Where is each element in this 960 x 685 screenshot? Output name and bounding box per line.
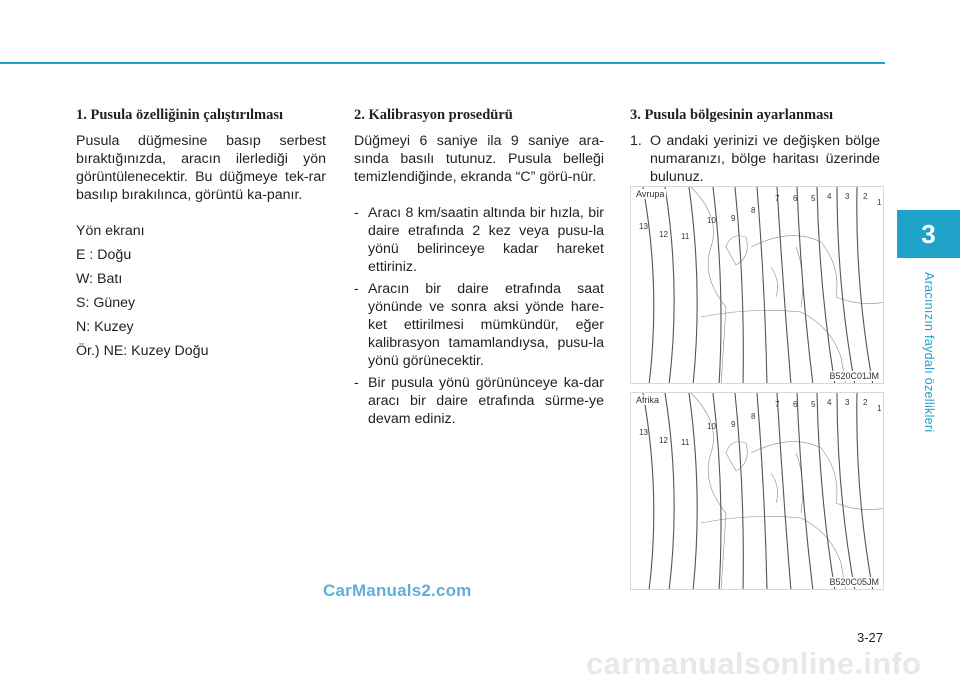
chapter-title: Aracınızın faydalı özellikleri [922, 272, 936, 433]
map-region-label: Avrupa [636, 189, 665, 199]
list-item-text: Aracın bir daire etrafında saat yönünde ve sonra aksi yönde hare-ket ettirilmesi mümkündür, eğer kalibrasyon tamamlandıysa, pusu-la yönü görünecektir. [368, 281, 604, 369]
list-item-text: Aracı 8 km/saatin altında bir hızla, bir daire etrafında 2 kez veya pusu-la yönü belirinceye kadar hareket ettiriniz. [368, 205, 604, 275]
zone-number-label: 3 [845, 398, 850, 407]
zone-number-label: 10 [707, 216, 716, 225]
direction-line: N: Kuzey [76, 319, 134, 335]
bottom-watermark: carmanualsonline.info [586, 646, 922, 681]
numbered-item [630, 132, 880, 186]
direction-line: W: Batı [76, 271, 123, 287]
zone-number-label: 3 [845, 192, 850, 201]
zone-number-label: 4 [827, 398, 832, 407]
zone-number-label: 9 [731, 214, 736, 223]
zone-number-label: 11 [681, 438, 690, 447]
chapter-number-tab: 3 [897, 210, 960, 258]
zone-number-label: 13 [639, 428, 648, 437]
direction-example: Ör.) NE: Kuzey Doğu [76, 343, 209, 359]
zone-number-label: 8 [751, 206, 756, 215]
display-title: Yön ekranı [76, 223, 145, 239]
zone-number-label: 9 [731, 420, 736, 429]
section-compass-operation [76, 106, 326, 366]
zone-number-label: 4 [827, 192, 832, 201]
section-heading: 3. Pusula bölgesinin ayarlanması [630, 107, 834, 123]
section-heading: 2. Kalibrasyon prosedürü [354, 107, 513, 123]
zone-number-label: 5 [811, 400, 816, 409]
zone-number-label: 13 [639, 222, 648, 231]
list-item [354, 374, 604, 428]
zone-map-europe [630, 186, 884, 384]
zone-number-label: 7 [775, 194, 780, 203]
direction-line: E : Doğu [76, 247, 132, 263]
page-number: 3-27 [857, 630, 884, 645]
zone-number-label: 12 [659, 230, 668, 239]
zone-number-label: 5 [811, 194, 816, 203]
dash-marker: - [354, 375, 359, 391]
zone-number-label: 6 [793, 194, 798, 203]
zone-map-africa [630, 392, 884, 590]
map-graphic [631, 187, 884, 384]
zone-number-label: 11 [681, 232, 690, 241]
zone-number-label: 7 [775, 400, 780, 409]
zone-number-label: 6 [793, 400, 798, 409]
section-paragraph: Pusula düğmesine basıp serbest bıraktığınızda, aracın ilerlediği yön görüntülenecektir. Bu düğmeye tek-rar basılıp bırakılınca, görüntü ka-panır. [76, 133, 326, 203]
zone-number-label: 1 [877, 404, 882, 413]
zone-number-label: 2 [863, 192, 868, 201]
zone-number-label: 10 [707, 422, 716, 431]
zone-number-label: 1 [877, 198, 882, 207]
map-figure-code: B520C01JM [829, 371, 879, 381]
map-region-label: Afrika [636, 395, 660, 405]
dash-marker: - [354, 205, 359, 221]
list-item [354, 204, 604, 276]
zone-number-label: 2 [863, 398, 868, 407]
zone-number-label: 12 [659, 436, 668, 445]
map-figure-code: B520C05JM [829, 577, 879, 587]
top-divider [0, 62, 885, 64]
list-item-text: Bir pusula yönü görününceye ka-dar aracı bir daire etrafında sürme-ye devam ediniz. [368, 375, 604, 427]
section-calibration [354, 106, 604, 432]
section-paragraph: Düğmeyi 6 saniye ila 9 saniye ara-sında basılı tutunuz. Pusula belleği temizlendiğinde, ekranda “C” görü-nür. [354, 133, 604, 185]
list-item [354, 280, 604, 370]
direction-line: S: Güney [76, 295, 136, 311]
dash-marker: - [354, 281, 359, 297]
item-number: 1. [630, 133, 642, 149]
zone-number-label: 8 [751, 412, 756, 421]
section-heading: 1. Pusula özelliğinin çalıştırılması [76, 107, 284, 123]
item-text: O andaki yerinizi ve değişken bölge numaranızı, bölge haritası üzerinde bulunuz. [650, 133, 880, 185]
map-graphic [631, 393, 884, 590]
section-zone-setting [630, 106, 880, 186]
watermark-link[interactable]: CarManuals2.com [323, 581, 472, 600]
